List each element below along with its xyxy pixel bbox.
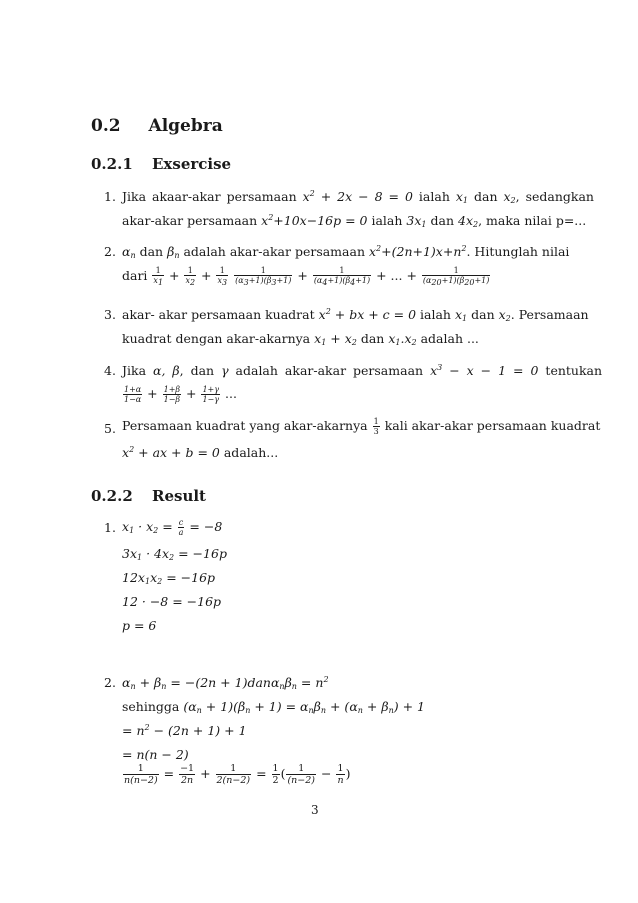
result-1-line-5: p = 6 bbox=[122, 618, 157, 633]
result-1-line-3: $12x_1x_2 = -16p$ bbox=[122, 570, 216, 586]
exercise-1-line-1: Jika akaar-akar persamaan $x^2 + 2x - 8 = 0$ ialah $x_1$ dan $x_2$, sedangkan bbox=[122, 189, 594, 205]
exercise-3-line-2: kuadrat dengan akar-akarnya $x_1 + x_2$ dan $x_1.x_2$ adalah ... bbox=[122, 331, 479, 347]
exercise-1-line-2: akar-akar persamaan $x^2+10x-16p = 0$ ialah $3x_1$ dan $4x_2$, maka nilai p=... bbox=[122, 213, 587, 229]
result-2-line-2: sehingga $(\alpha_n + 1)(\beta_n + 1) = \alpha_n\beta_n + (\alpha_n + \beta_n) + 1$ bbox=[122, 699, 425, 715]
exercise-item-number: 3. bbox=[104, 307, 116, 322]
exercise-item-number: 5. bbox=[104, 421, 116, 436]
result-1-line-2: $3x_1 \cdot 4x_2 = -16p$ bbox=[122, 546, 227, 562]
exercise-3-line-1: akar- akar persamaan kuadrat $x^2$ + bx + c = 0 ialah $x_1$ dan $x_2$. Persamaan bbox=[122, 307, 589, 323]
subsection-heading-exercise bbox=[91, 155, 231, 173]
page-number: 3 bbox=[311, 803, 319, 817]
exercise-item-number: 4. bbox=[104, 363, 116, 378]
section-number: 0.2 bbox=[91, 116, 121, 136]
result-1-line-1: $x_1 \cdot x_2$ = $\frac{c}{a}$ = −8 bbox=[122, 518, 223, 537]
subsection-title: Result bbox=[152, 487, 206, 505]
subsection-title: Exsercise bbox=[152, 155, 232, 173]
exercise-4-line-1: Jika α, β, dan γ adalah akar-akar persamaan $x^3 - x - 1 = 0$ tentukan bbox=[122, 363, 603, 378]
result-2-line-5: $\frac{1}{n(n-2)}$ = $\frac{-1}{2n}$ + $\frac{1}{2(n-2)}$ = $\frac{1}{2}$ ( $\frac{1}{(n-2)}$ − $\frac{1}{n}$ ) bbox=[124, 763, 351, 786]
subsection-number: 0.2.1 bbox=[91, 155, 133, 173]
result-item-number: 2. bbox=[104, 675, 116, 690]
section-title: Algebra bbox=[148, 116, 223, 136]
result-2-line-1: $\alpha_n + \beta_n = -(2n + 1)dan\alpha_n\beta_n = n^2$ bbox=[122, 675, 329, 691]
exercise-item-number: 2. bbox=[104, 244, 116, 259]
result-2-line-3: = $n^2 - (2n + 1) + 1$ bbox=[122, 723, 247, 738]
exercise-item-number: 1. bbox=[104, 189, 116, 204]
exercise-2-line-2: dari $\frac{1}{x_1}$ + $\frac{1}{x_2}$ + $\frac{1}{x_3}$ $\frac{1}{(\alpha_3+1)(\beta_3+1)}$ + $\frac{1}{(\alpha_4+1)(\beta_4+1)}$ + ... + $\frac{1}{(\alpha_{20}+1)(\beta_{20}+1)}$ bbox=[122, 266, 490, 287]
exercise-4-line-2: $\frac{1+\alpha}{1-\alpha}$ + $\frac{1+\beta}{1-\beta}$ + $\frac{1+\gamma}{1-\gamma}$ ... bbox=[124, 385, 237, 404]
exercise-5-line-1: Persamaan kuadrat yang akar-akarnya $\frac{1}{3}$ kali akar-akar persamaan kuadrat bbox=[122, 417, 601, 436]
subsection-heading-result bbox=[91, 487, 206, 505]
exercise-5-line-2: $x^2$ + ax + b = 0 adalah... bbox=[122, 445, 279, 460]
result-item-number: 1. bbox=[104, 520, 116, 535]
exercise-2-line-1: $\alpha_n$ dan $\beta_n$ adalah akar-akar persamaan $x^2+(2n+1)x+n^2$. Hitunglah nilai bbox=[122, 244, 570, 260]
subsection-number: 0.2.2 bbox=[91, 487, 133, 505]
result-1-line-4: 12 · −8 = −16p bbox=[122, 594, 222, 609]
result-2-line-4: = n(n − 2) bbox=[122, 747, 189, 762]
section-heading bbox=[91, 116, 223, 136]
